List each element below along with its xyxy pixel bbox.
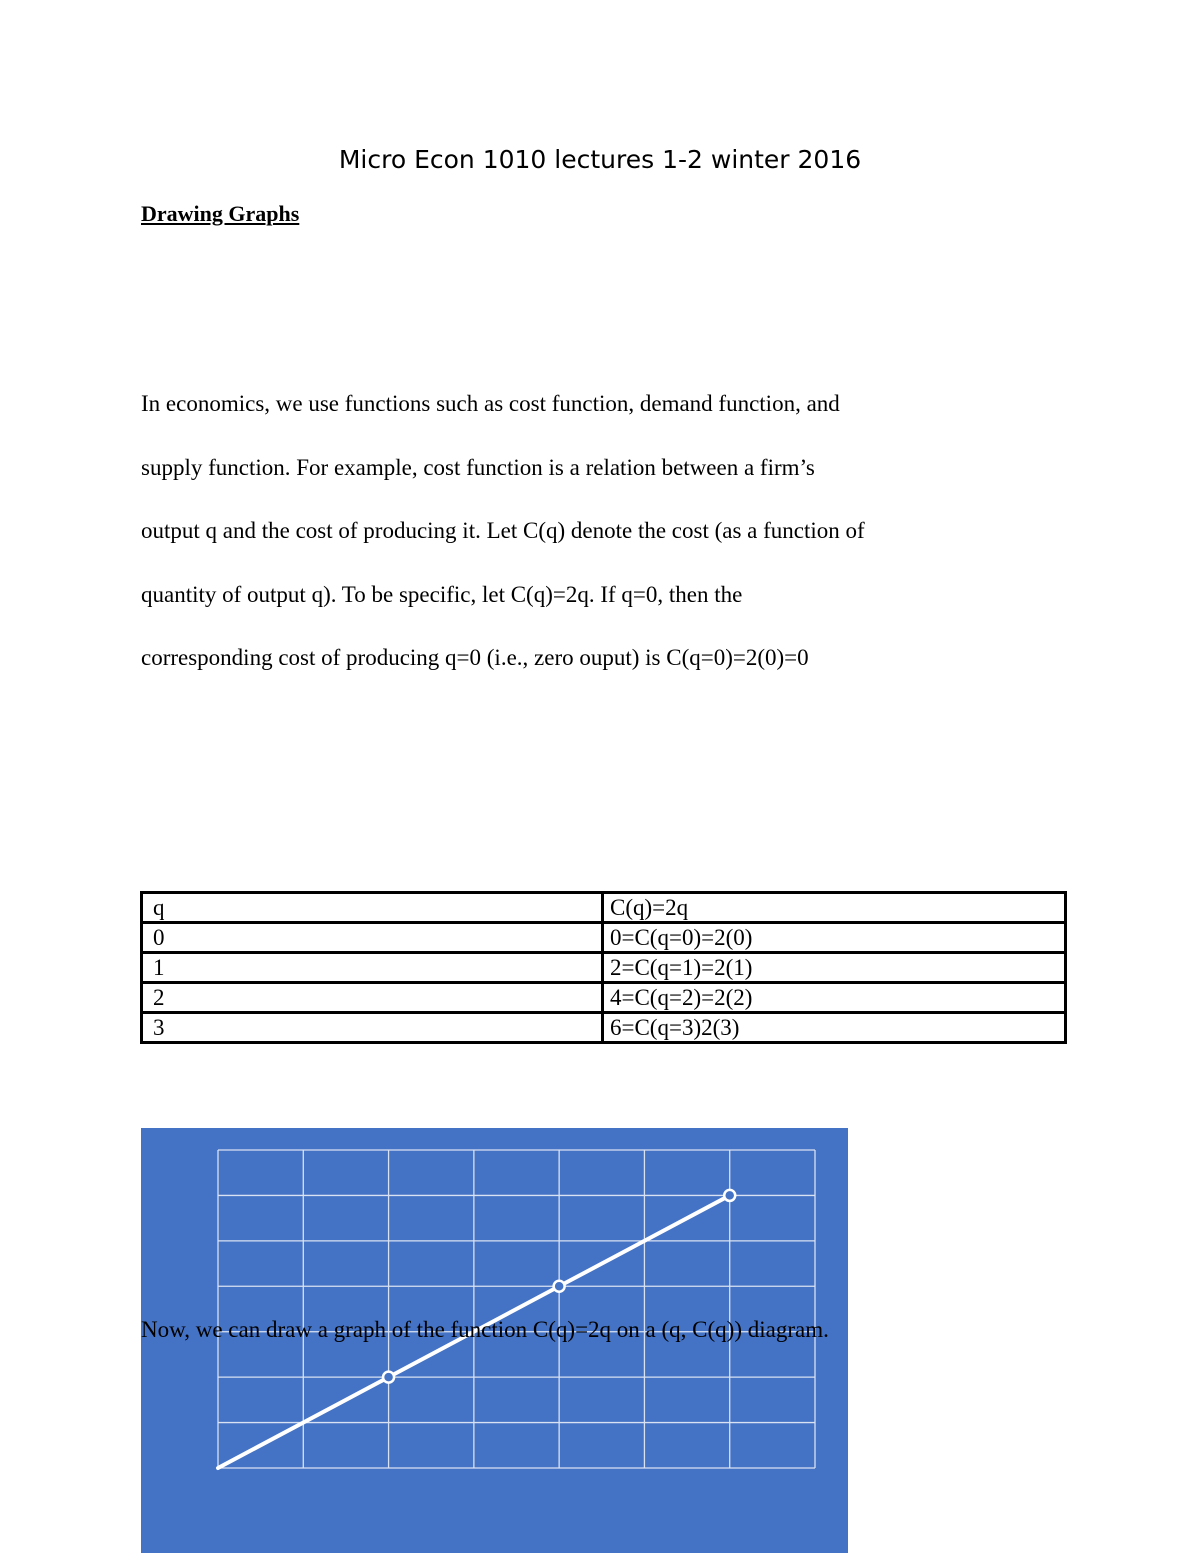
table-row [142, 983, 1066, 1013]
table-row [142, 1013, 1066, 1043]
cost-table [140, 891, 1067, 1044]
table-header-q: q [142, 893, 603, 923]
table-row [142, 953, 1066, 983]
intro-paragraph [141, 374, 1081, 692]
table-cell-q: 3 [142, 1013, 603, 1043]
paragraph-line: quantity of output q). To be specific, let C(q)=2q. If q=0, then the [141, 581, 743, 607]
table-cell-cost: 6=C(q=3)2(3) [603, 1013, 1066, 1043]
paragraph-line: output q and the cost of producing it. Let C(q) denote the cost (as a function of [141, 518, 865, 543]
section-heading: Drawing Graphs [141, 201, 300, 226]
paragraph-line: In economics, we use functions such as cost function, demand function, and [141, 391, 840, 416]
table-cell-cost: 0=C(q=0)=2(0) [603, 923, 1066, 953]
table-cell-q: 0 [142, 923, 603, 953]
table-header-cost: C(q)=2q [603, 893, 1066, 923]
data-point [724, 1190, 735, 1201]
table-cell-cost: 2=C(q=1)=2(1) [603, 953, 1066, 983]
table-row [142, 923, 1066, 953]
page-title: Micro Econ 1010 lectures 1-2 winter 2016 [338, 145, 862, 174]
table-cell-q: 1 [142, 953, 603, 983]
table-cell-q: 2 [142, 983, 603, 1013]
table-header-row [142, 893, 1066, 923]
data-point [554, 1281, 565, 1292]
paragraph-line: corresponding cost of producing q=0 (i.e., zero ouput) is C(q=0)=2(0)=0 [141, 645, 809, 670]
data-point [383, 1372, 394, 1383]
graph-intro-sentence: Now, we can draw a graph of the function C(q)=2q on a (q, C(q)) diagram. [141, 1317, 829, 1342]
paragraph-line: supply function. For example, cost function is a relation between a firm’s [141, 454, 815, 480]
table-cell-cost: 4=C(q=2)=2(2) [603, 983, 1066, 1013]
